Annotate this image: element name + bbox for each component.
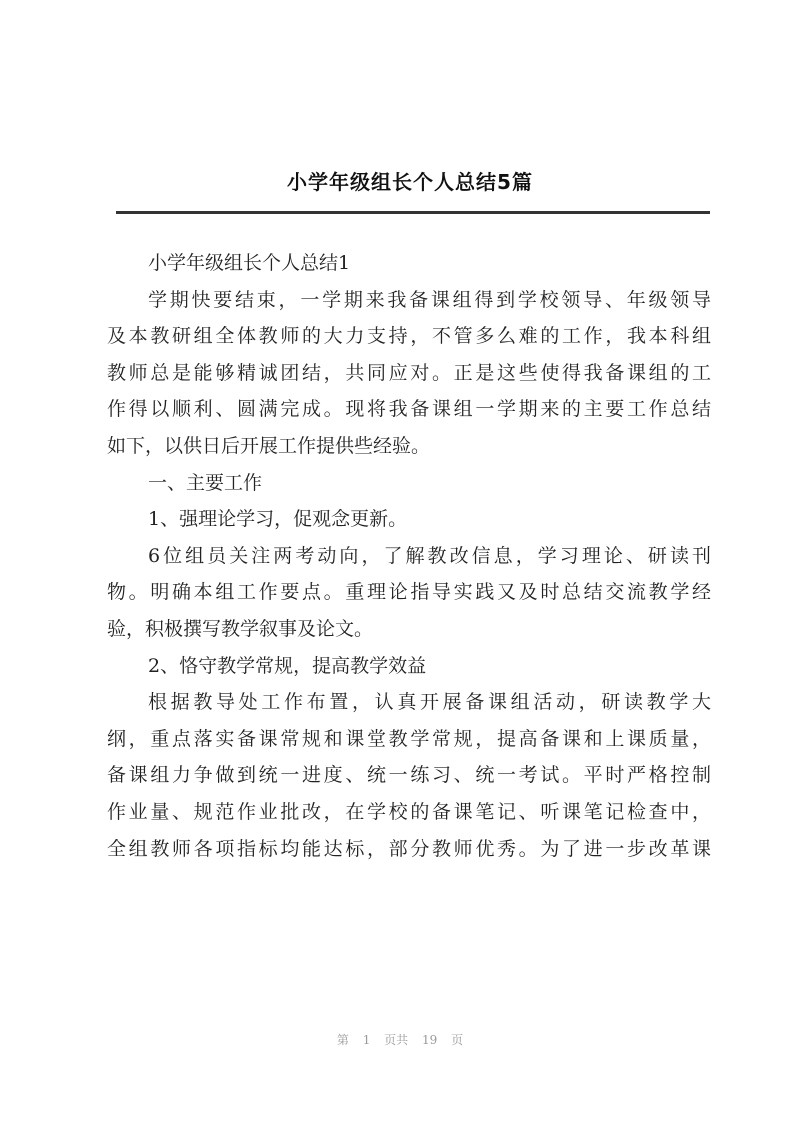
paragraph bbox=[107, 282, 711, 465]
paragraph-line: 6位组员关注两考动向，了解教改信息，学习理论、研读刊 bbox=[148, 544, 711, 567]
paragraph bbox=[107, 501, 711, 538]
paragraph-line: 一、主要工作 bbox=[148, 471, 263, 494]
paragraph-line: 如下，以供日后开展工作提供些经验。 bbox=[107, 434, 431, 457]
paragraph-line: 小学年级组长个人总结1 bbox=[148, 252, 351, 274]
paragraph-line: 1、强理论学习，促观念更新。 bbox=[148, 508, 408, 531]
title-divider bbox=[116, 211, 710, 214]
page-footer: 第 1 页共 19 页 bbox=[336, 1033, 464, 1047]
document-body bbox=[107, 245, 711, 867]
paragraph-line: 2、恪守教学常规，提高教学效益 bbox=[148, 654, 427, 677]
paragraph-line: 作得以顺利、圆满完成。现将我备课组一学期来的主要工作总结 bbox=[107, 398, 711, 421]
paragraph-line: 作业量、规范作业批改，在学校的备课笔记、听课笔记检查中， bbox=[107, 800, 711, 823]
page-title: 小学年级组长个人总结5篇 bbox=[287, 170, 533, 194]
paragraph bbox=[107, 465, 711, 502]
paragraph-line: 纲，重点落实备课常规和课堂教学常规，提高备课和上课质量， bbox=[107, 727, 711, 750]
paragraph bbox=[107, 538, 711, 648]
paragraph-line: 备课组力争做到统一进度、统一练习、统一考试。平时严格控制 bbox=[107, 764, 711, 787]
paragraph-line: 根据教导处工作布置，认真开展备课组活动，研读教学大 bbox=[148, 691, 711, 714]
paragraph bbox=[107, 245, 711, 282]
paragraph-line: 及本教研组全体教师的大力支持，不管多么难的工作，我本科组 bbox=[107, 325, 711, 348]
paragraph-line: 全组教师各项指标均能达标，部分教师优秀。为了进一步改革课 bbox=[107, 837, 711, 860]
paragraph-line: 验，积极撰写教学叙事及论文。 bbox=[107, 617, 374, 640]
paragraph bbox=[107, 684, 711, 867]
paragraph-line: 学期快要结束，一学期来我备课组得到学校领导、年级领导 bbox=[148, 288, 711, 311]
paragraph-line: 物。明确本组工作要点。重理论指导实践又及时总结交流教学经 bbox=[107, 581, 711, 604]
paragraph bbox=[107, 648, 711, 685]
paragraph-line: 教师总是能够精诚团结，共同应对。正是这些使得我备课组的工 bbox=[107, 361, 711, 384]
